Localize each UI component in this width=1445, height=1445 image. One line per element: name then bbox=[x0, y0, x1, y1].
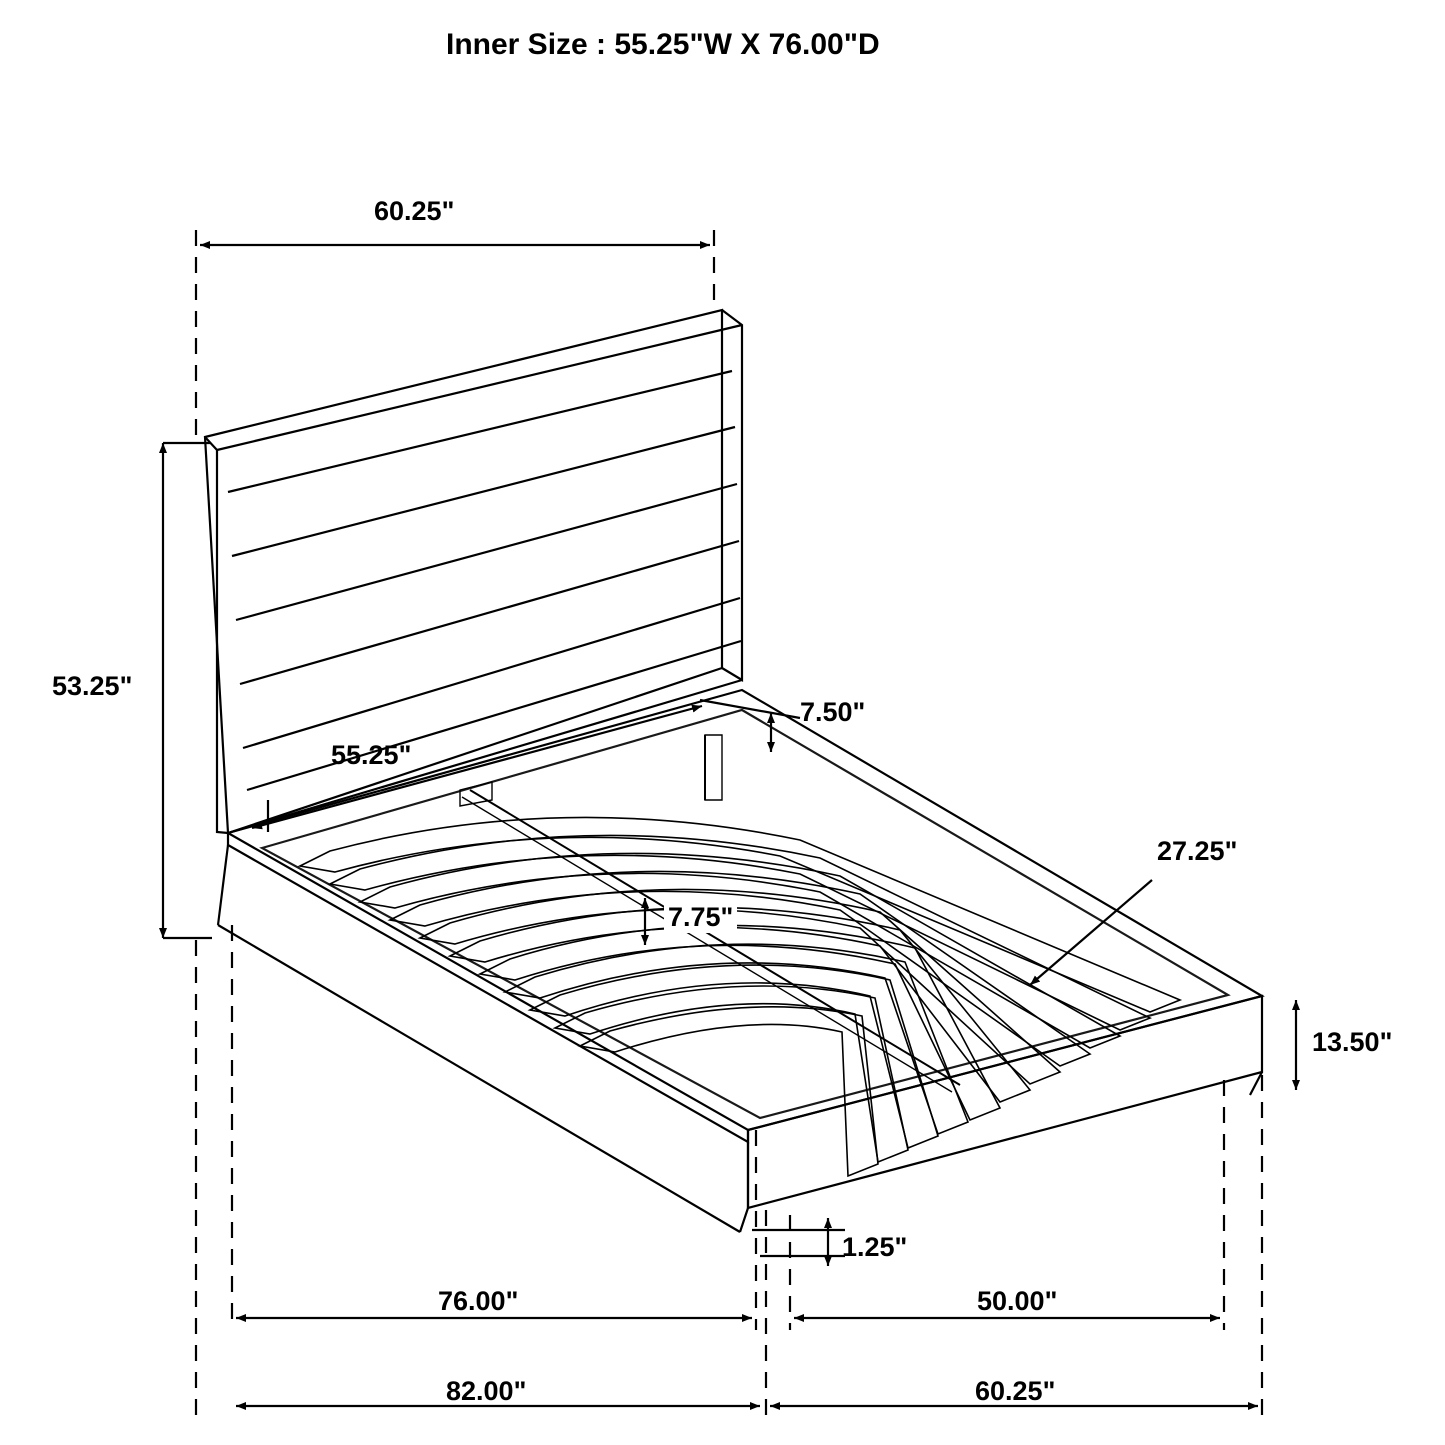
dimension-deck-height: 13.50" bbox=[1312, 1027, 1393, 1057]
dimension-slat-clearance: 7.75" bbox=[664, 902, 737, 933]
dimension-leg-to-slat: 27.25" bbox=[1157, 836, 1238, 866]
dimension-foot-clearance: 1.25" bbox=[842, 1232, 908, 1262]
dimension-overall-length: 82.00" bbox=[446, 1376, 527, 1406]
dimension-lines bbox=[163, 230, 1296, 1420]
dimension-overall-width: 60.25" bbox=[975, 1376, 1056, 1406]
dimension-rail-height-front: 7.50" bbox=[800, 697, 866, 727]
dimension-inner-depth: 76.00" bbox=[438, 1286, 519, 1316]
dimension-side-rail-depth: 50.00" bbox=[977, 1286, 1058, 1316]
dimension-inner-width: 55.25" bbox=[331, 740, 412, 770]
dimension-headboard-width-top: 60.25" bbox=[374, 196, 455, 226]
page-title: Inner Size : 55.25"W X 76.00"D bbox=[446, 28, 880, 61]
bed-outline bbox=[205, 310, 1262, 1232]
dimension-headboard-height: 53.25" bbox=[52, 671, 133, 701]
